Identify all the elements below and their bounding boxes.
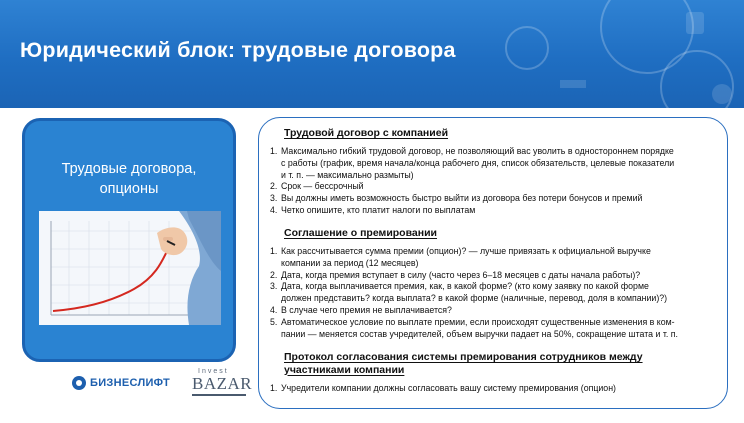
card-title-line: Трудовые договора, xyxy=(61,161,197,177)
invest-bazar-logo-small: Invest xyxy=(198,368,229,375)
list-item xyxy=(270,205,720,217)
card-title xyxy=(25,159,233,199)
item-text: Учредители компании должны согласовать вашу систему премирования (опцион) xyxy=(281,383,616,393)
section-heading: Трудовой договор с компанией xyxy=(284,127,449,139)
item-text: Автоматическое условие по выплате премии, если происходят существенные изменения в ком- xyxy=(281,316,675,327)
item-number: 1. xyxy=(270,383,278,393)
decorative-square xyxy=(686,12,704,34)
list-item xyxy=(270,246,720,270)
slide-header xyxy=(0,0,744,108)
bizneslift-logo-icon xyxy=(72,376,86,390)
item-text: Вы должны иметь возможность быстро выйти из договора без потери бонусов и премий xyxy=(281,193,643,204)
item-text: должен представить? когда выплата? в какой форме (наличные, перевод, доля в компании)?) xyxy=(281,293,668,304)
list-item xyxy=(270,383,720,395)
section-heading xyxy=(284,351,643,376)
logo-underline xyxy=(192,394,246,396)
item-text: Максимально гибкий трудовой договор, не позволяющий вас уволить в одностороннем порядке xyxy=(281,146,674,156)
employment-contract-list xyxy=(270,146,720,217)
item-number: 3. xyxy=(270,281,278,292)
list-item xyxy=(270,305,720,317)
item-text: Четко опишите, кто платит налоги по выплатам xyxy=(281,204,476,215)
list-item xyxy=(270,146,720,181)
item-number: 5. xyxy=(270,316,278,327)
list-item xyxy=(270,317,720,341)
section-heading-line: участниками компании xyxy=(284,363,405,376)
invest-bazar-logo-big: BAZAR xyxy=(192,374,253,393)
list-item xyxy=(270,270,720,282)
item-text: Как рассчитывается сумма премии (опцион)? — лучше привязать к официальной выручке xyxy=(281,246,651,256)
item-text: с работы (график, время начала/конца рабочего дня, список обязательств, целевые показатели xyxy=(281,157,675,168)
bizneslift-logo xyxy=(72,376,170,390)
item-text: Дата, когда выплачивается премия, как, в какой форме? (кто кому заявку по какой форме xyxy=(281,281,649,292)
list-item xyxy=(270,193,720,205)
item-text: Срок — бессрочный xyxy=(281,181,364,192)
section-heading: Соглашение о премировании xyxy=(284,227,438,239)
item-number: 4. xyxy=(270,204,278,215)
bonus-protocol-list xyxy=(270,383,720,395)
growth-chart-photo xyxy=(39,211,221,325)
decorative-square xyxy=(560,80,586,88)
item-number: 1. xyxy=(270,246,278,256)
bizneslift-logo-text: БИЗНЕСЛИФТ xyxy=(90,377,170,389)
item-text: и т. п. — максимально размыты) xyxy=(281,169,414,180)
card-title-line: опционы xyxy=(99,181,159,197)
item-text: пании — меняется состав учредителей, объем выручки падает на 50%, сокращение штата и т. п. xyxy=(281,328,678,339)
item-number: 2. xyxy=(270,181,278,192)
invest-bazar-logo xyxy=(188,368,253,398)
item-number: 1. xyxy=(270,146,278,156)
decorative-square xyxy=(712,84,732,104)
item-text: Дата, когда премия вступает в силу (часто через 6–18 месяцев с даты начала работы)? xyxy=(281,269,641,280)
section-heading-line: Протокол согласования системы премирования сотрудников между xyxy=(284,351,643,363)
decorative-ring xyxy=(505,26,549,70)
item-text: В случае чего премия не выплачивается? xyxy=(281,304,452,315)
list-item xyxy=(270,281,720,305)
page-title: Юридический блок: трудовые договора xyxy=(20,38,456,62)
item-number: 4. xyxy=(270,304,278,315)
item-text: компании за период (12 месяцев) xyxy=(281,257,419,268)
list-item xyxy=(270,181,720,193)
bonus-agreement-list xyxy=(270,246,720,340)
topic-card xyxy=(22,118,236,362)
item-number: 3. xyxy=(270,193,278,204)
item-number: 2. xyxy=(270,269,278,280)
growth-chart-illustration xyxy=(39,211,221,325)
